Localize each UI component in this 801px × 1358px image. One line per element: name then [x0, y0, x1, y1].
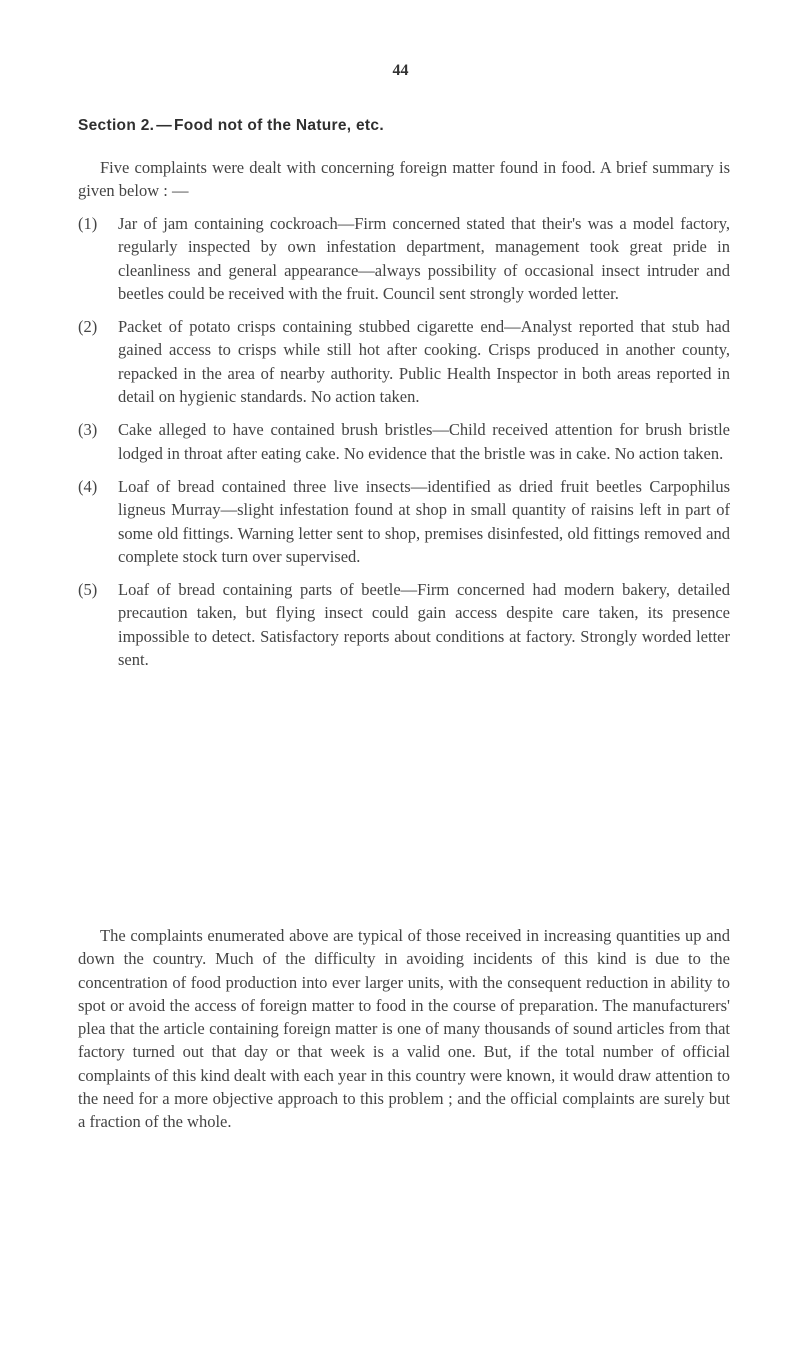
complaint-text: Loaf of bread contained three live insects—identified as dried fruit beetles Carpophilus ligneus Murray—slight infestation found at shop in small quantity of raisins left in part of some old fittings. Warning letter sent to shop, premises disinfested, old fittings removed and complete stock turn over supervised. — [118, 476, 730, 566]
complaint-text: Cake alleged to have contained brush bristles—Child received attention for brush bristle lodged in throat after eating cake. No evidence that the bristle was in cake. No action taken. — [118, 420, 730, 463]
intro-paragraph: Five complaints were dealt with concerning foreign matter found in food. A brief summary is given below : — — [78, 158, 730, 201]
complaint-text: Packet of potato crisps containing stubbed cigarette end—Analyst reported that stub had gained access to crisps while still hot after cooking. Crisps produced in another county, repacked in the area of nearby authority. Public Health Inspector in both areas reported in detail on hygienic standards. No action taken. — [118, 317, 730, 407]
complaint-item — [78, 578, 730, 671]
complaint-number: (1) — [78, 214, 98, 233]
page-number: 44 — [392, 62, 409, 79]
complaint-item — [78, 212, 730, 305]
complaint-item — [78, 315, 730, 408]
complaint-number: (4) — [78, 476, 98, 496]
complaint-number: (5) — [78, 580, 98, 600]
section-heading — [78, 117, 384, 135]
closing-paragraph: The complaints enumerated above are typical of those received in increasing quantities up and down the country. Much of the difficulty in avoiding incidents of this kind is due to the concentration of food production into ever larger units, with the consequent reduction in ability to spot or avoid the access of foreign matter to food in the course of preparation. The manufacturers' plea that the article containing foreign matter is one of many thousands of sound articles from that factory turned out that day or that week is a valid one. But, if the total number of official complaints of this kind dealt with each year in this country were known, it would draw attention to the need for a more objective approach to this problem ; and the official complaints are surely but a fraction of the whole. — [78, 926, 730, 1132]
complaint-number: (2) — [78, 317, 98, 337]
complaint-number: (3) — [78, 420, 98, 440]
section-title: Food not of the Nature, etc. — [174, 117, 384, 134]
complaint-list — [78, 212, 730, 681]
complaint-item — [78, 475, 730, 568]
complaint-text: Loaf of bread containing parts of beetle—Firm concerned had modern bakery, detailed precaution taken, but flying insect could gain access despite care taken, its presence impossible to detect. Satisfactory reports about conditions at factory. Strongly worded letter sent. — [118, 580, 730, 670]
complaint-item — [78, 418, 730, 465]
section-label: Section 2. — [78, 117, 155, 134]
section-separator: — — [156, 117, 173, 134]
complaint-text: Jar of jam containing cockroach—Firm concerned stated that their's was a model factory, regularly inspected by own infestation department, management took great pride in cleanliness and general appearance—always possibility of occasional insect intruder and beetles could be received with the fruit. Council sent strongly worded letter. — [118, 214, 730, 303]
